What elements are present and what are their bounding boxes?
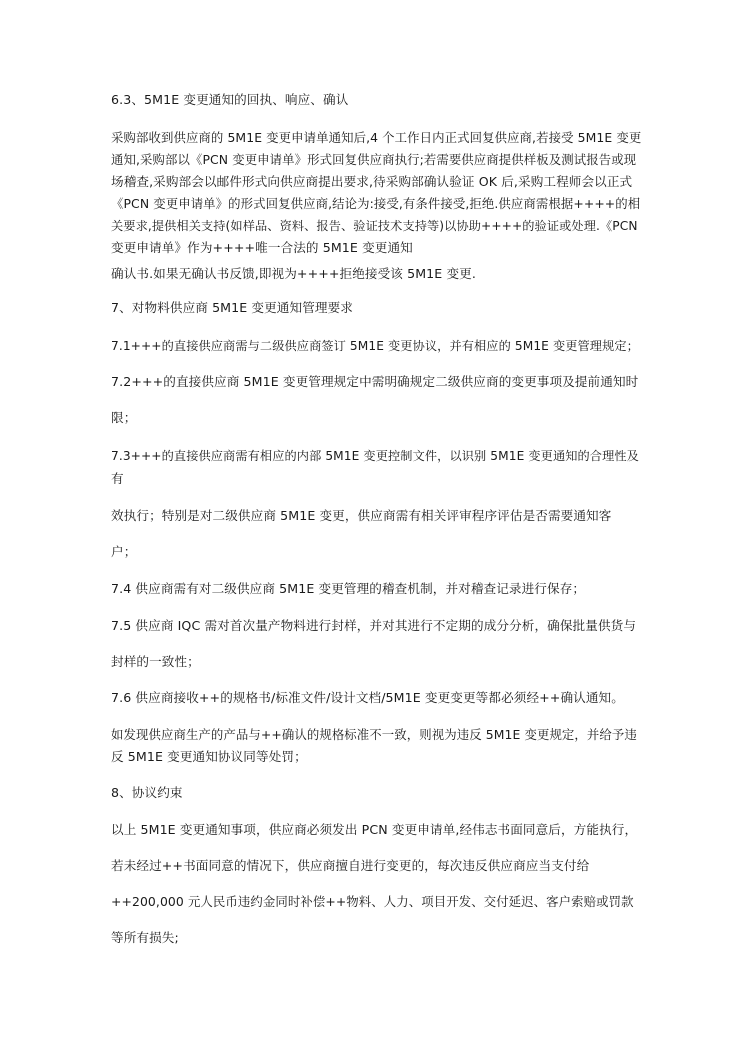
paragraph-line: 变更申请单》作为++++唯一合法的 5M1E 变更通知 bbox=[111, 240, 413, 255]
paragraph-line: 以上 5M1E 变更通知事项，供应商必须发出 PCN 变更申请单,经伟志书面同意后，方能执行， bbox=[111, 822, 638, 837]
clause-7-3-cont: 有 bbox=[111, 471, 124, 486]
paragraph-line: ++200,000 元人民币违约金同时补偿++物料、人力、项目开发、交付延迟、客户索赔或罚款 bbox=[111, 894, 634, 909]
paragraph-line: 确认书.如果无确认书反馈,即视为++++拒绝接受该 5M1E 变更. bbox=[111, 266, 476, 281]
paragraph-line: 关要求,提供相关支持(如样品、资料、报告、验证技术支持等)以协助++++的验证或处理.《PCN bbox=[111, 219, 638, 233]
clause-7-3: 7.3+++的直接供应商需有相应的内部 5M1E 变更控制文件，以识别 5M1E 变更通知的合理性及 bbox=[111, 449, 639, 463]
paragraph-line: 采购部收到供应商的 5M1E 变更申请单通知后,4 个工作日内正式回复供应商,若接受 5M1E 变更 bbox=[111, 130, 642, 145]
paragraph-line: 若未经过++书面同意的情况下，供应商擅自进行变更的，每次违反供应商应当支付给 bbox=[111, 858, 590, 873]
clause-7-6: 7.6 供应商接收++的规格书/标准文件/设计文档/5M1E 变更变更等都必须经++确认通知。 bbox=[111, 690, 624, 705]
section-heading-6-3: 6.3、5M1E 变更通知的回执、响应、确认 bbox=[111, 92, 349, 107]
section-heading-8: 8、协议约束 bbox=[111, 785, 183, 800]
paragraph-line: 场稽查,采购部会以邮件形式向供应商提出要求,待采购部确认验证 OK 后,采购工程师会以正式 bbox=[111, 174, 633, 189]
clause-7-4: 7.4 供应商需有对二级供应商 5M1E 变更管理的稽查机制，并对稽查记录进行保存； bbox=[111, 581, 586, 596]
paragraph-line: 如发现供应商生产的产品与++确认的规格标准不一致，则视为违反 5M1E 变更规定，并给予违 bbox=[111, 727, 637, 742]
clause-7-2-cont: 限； bbox=[111, 410, 137, 425]
section-heading-7: 7、对物料供应商 5M1E 变更通知管理要求 bbox=[111, 300, 353, 315]
clause-7-3-cont: 户； bbox=[111, 544, 137, 559]
paragraph-line: 反 5M1E 变更通知协议同等处罚； bbox=[111, 749, 307, 764]
clause-7-5-cont: 封样的一致性； bbox=[111, 654, 200, 669]
paragraph-line: 通知,采购部以《PCN 变更申请单》形式回复供应商执行;若需要供应商提供样板及测试报告或现 bbox=[111, 152, 637, 167]
paragraph-line: 等所有损失; bbox=[111, 930, 179, 945]
clause-7-2: 7.2+++的直接供应商 5M1E 变更管理规定中需明确规定二级供应商的变更事项及提前通知时 bbox=[111, 374, 639, 389]
clause-7-3-cont: 效执行；特别是对二级供应商 5M1E 变更，供应商需有相关评审程序评估是否需要通知客 bbox=[111, 508, 612, 523]
paragraph-line: 《PCN 变更申请单》的形式回复供应商,结论为:接受,有条件接受,拒绝.供应商需根据++++的相 bbox=[111, 196, 641, 211]
clause-7-5: 7.5 供应商 IQC 需对首次量产物料进行封样，并对其进行不定期的成分分析，确保批量供货与 bbox=[111, 618, 637, 633]
clause-7-1: 7.1+++的直接供应商需与二级供应商签订 5M1E 变更协议，并有相应的 5M1E 变更管理规定； bbox=[111, 339, 639, 353]
